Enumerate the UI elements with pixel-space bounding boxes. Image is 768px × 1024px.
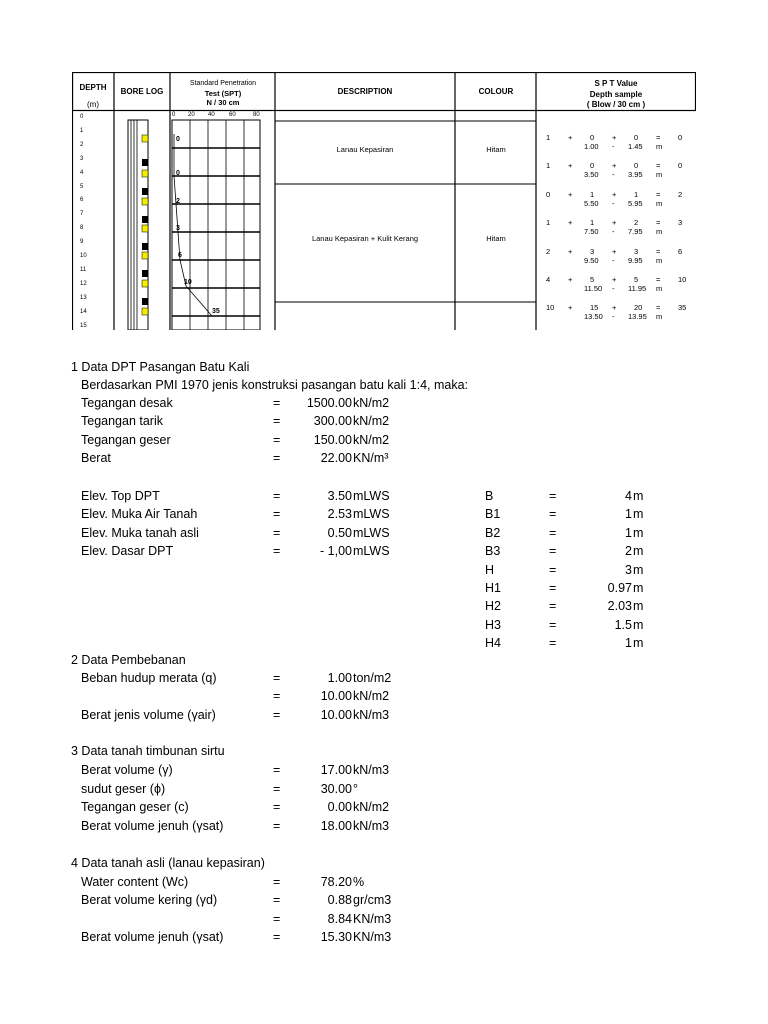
header-spt-value: S P T Value <box>594 79 638 88</box>
spt-meter: m <box>656 284 663 293</box>
row-unit: kN/m3 <box>353 818 390 833</box>
row-value: 1 <box>625 636 632 651</box>
spt-depth-to: 5.95 <box>628 198 643 208</box>
depth-tick: 1 <box>80 127 84 134</box>
spt-depth-from: 7.50 <box>584 227 599 237</box>
section-4-title: 4 Data tanah asli (lanau kepasiran) <box>71 856 265 870</box>
spt-depth-from: 1.00 <box>584 142 599 151</box>
row-value: - 1,00 <box>320 544 352 559</box>
spt-dash: - <box>612 227 615 237</box>
spt-value-row <box>546 190 696 216</box>
header-spt-line3: N / 30 cm <box>206 98 240 107</box>
spt-n-value: 10 <box>678 275 687 284</box>
spt-blow-1: 0 <box>546 189 551 199</box>
spt-equals: = <box>656 218 661 228</box>
spt-blow-1: 10 <box>546 303 555 313</box>
row-value: 17.00 <box>320 763 352 777</box>
spt-plus: + <box>612 161 617 171</box>
row-equals: = <box>273 544 281 559</box>
row-equals: = <box>273 671 281 685</box>
row-equals: = <box>549 581 557 595</box>
row-unit: m <box>633 507 644 522</box>
row-value: 2 <box>625 544 632 559</box>
row-label: Elev. Muka tanah asli <box>81 525 199 540</box>
row-label: Elev. Muka Air Tanah <box>81 507 198 522</box>
row-value: 1 <box>625 507 632 522</box>
spt-plus: + <box>568 303 573 313</box>
row-unit: kN/m3 <box>353 707 390 722</box>
spt-blow-1: 4 <box>546 275 551 284</box>
row-unit: KN/m3 <box>353 930 392 945</box>
depth-tick: 10 <box>80 253 87 259</box>
row-equals: = <box>549 489 557 503</box>
row-label: Berat jenis volume (γair) <box>81 707 216 722</box>
header-description: DESCRIPTION <box>337 87 393 96</box>
row-value: 0.97 <box>607 581 632 595</box>
row-value: 150.00 <box>313 432 352 447</box>
row-label: H2 <box>485 599 501 614</box>
spt-meter: m <box>656 227 663 237</box>
row-unit: kN/m3 <box>353 763 390 777</box>
row-label: H3 <box>485 617 501 632</box>
spt-plus: + <box>612 133 617 142</box>
section-1-title: 1 Data DPT Pasangan Batu Kali <box>71 360 250 374</box>
row-unit: m <box>633 525 644 540</box>
row-value: 1 <box>625 525 632 540</box>
scale-tick: 40 <box>208 112 215 118</box>
scale-tick: 0 <box>172 112 176 118</box>
row-label: B2 <box>485 525 501 540</box>
spt-n-label: 6 <box>178 252 182 259</box>
row-value: 1.00 <box>327 671 352 685</box>
description-1: Lanau Kepasiran <box>336 145 394 154</box>
spt-equals: = <box>656 189 661 199</box>
spt-plus: + <box>568 133 573 142</box>
spt-blow-3: 20 <box>634 303 643 313</box>
row-label: H <box>485 562 495 577</box>
row-label: H4 <box>485 636 501 651</box>
row-label: Berat volume jenuh (γsat) <box>81 930 224 945</box>
spt-value-row <box>546 247 696 273</box>
row-value: 3 <box>625 562 632 577</box>
row-label: Berat volume kering (γd) <box>81 893 218 908</box>
row-label: Tegangan tarik <box>81 414 164 429</box>
header-bore-log: BORE LOG <box>120 87 164 96</box>
depth-tick: 13 <box>80 294 87 301</box>
spt-plus: + <box>568 161 573 171</box>
row-unit: gr/cm3 <box>353 893 392 908</box>
row-equals: = <box>549 599 557 614</box>
spt-equals: = <box>656 275 661 284</box>
spt-n-label: 3 <box>176 225 180 232</box>
row-equals: = <box>273 451 281 466</box>
spt-blow-3: 0 <box>634 133 639 142</box>
row-unit: m <box>633 562 644 577</box>
row-value: 1.5 <box>614 617 632 632</box>
row-equals: = <box>273 707 281 722</box>
row-label: H1 <box>485 581 501 595</box>
row-unit: KN/m³ <box>353 451 389 466</box>
spt-blow-3: 0 <box>634 161 639 171</box>
header-depth-sample: Depth sample <box>589 90 643 99</box>
spt-meter: m <box>656 198 663 208</box>
row-value: 10.00 <box>320 689 352 704</box>
row-label: sudut geser (ϕ) <box>81 781 166 796</box>
spt-blow-1: 1 <box>546 218 551 228</box>
spt-n-label: 0 <box>176 136 180 143</box>
row-unit: kN/m2 <box>353 396 390 410</box>
spt-blow-2: 5 <box>590 275 595 284</box>
spt-dash: - <box>612 142 615 151</box>
row-equals: = <box>273 930 281 945</box>
row-unit: m <box>633 489 644 503</box>
row-value: 10.00 <box>320 707 352 722</box>
spt-n-value: 35 <box>678 303 687 313</box>
row-equals: = <box>273 781 281 796</box>
row-equals: = <box>273 396 281 410</box>
spt-depth-to: 1.45 <box>628 142 643 151</box>
spt-dash: - <box>612 170 615 180</box>
row-equals: = <box>549 617 557 632</box>
spt-plus: + <box>612 246 617 256</box>
spt-n-label: 2 <box>176 198 180 205</box>
row-equals: = <box>273 507 281 522</box>
spt-blow-1: 1 <box>546 133 551 142</box>
spt-depth-from: 13.50 <box>584 312 603 322</box>
spt-depth-to: 7.95 <box>628 227 643 237</box>
row-label: Tegangan desak <box>81 396 173 410</box>
spt-value-row <box>546 303 696 329</box>
row-unit: m <box>633 636 644 651</box>
row-label: Berat volume jenuh (γsat) <box>81 818 224 833</box>
row-value: 2.03 <box>607 599 632 614</box>
spt-value-row <box>546 161 696 187</box>
spt-blow-3: 1 <box>634 189 639 199</box>
depth-tick: 15 <box>80 322 87 329</box>
row-equals: = <box>273 414 281 429</box>
row-equals: = <box>273 875 281 889</box>
row-equals: = <box>273 763 281 777</box>
row-value: 0.00 <box>327 800 352 815</box>
section-2-title: 2 Data Pembebanan <box>71 653 186 667</box>
row-label: Water content (Wc) <box>81 875 189 889</box>
spt-n-value: 2 <box>678 189 683 199</box>
row-value: 3.50 <box>327 489 352 503</box>
spt-depth-to: 9.95 <box>628 255 643 265</box>
row-equals: = <box>273 893 281 908</box>
spt-blow-2: 15 <box>590 303 599 313</box>
row-unit: kN/m2 <box>353 800 390 815</box>
spt-dash: - <box>612 284 615 293</box>
header-depth-unit: (m) <box>87 100 99 109</box>
spt-n-label: 0 <box>176 170 180 177</box>
row-value: 300.00 <box>313 414 352 429</box>
colour-2: Hitam <box>486 234 506 243</box>
row-unit: m <box>633 544 644 559</box>
scale-tick: 60 <box>229 112 236 118</box>
spt-equals: = <box>656 246 661 256</box>
row-label: B3 <box>485 544 501 559</box>
spt-plus: + <box>568 275 573 284</box>
spt-equals: = <box>656 161 661 171</box>
row-equals: = <box>549 544 557 559</box>
row-unit: ° <box>353 781 358 796</box>
depth-tick: 14 <box>80 308 87 315</box>
depth-tick: 4 <box>80 169 84 176</box>
row-value: 1500.00 <box>306 396 352 410</box>
depth-tick: 3 <box>80 155 84 162</box>
spt-blow-2: 0 <box>590 133 595 142</box>
spt-blow-2: 0 <box>590 161 595 171</box>
depth-tick: 6 <box>80 197 84 204</box>
spt-dash: - <box>612 312 615 322</box>
spt-plus: + <box>612 218 617 228</box>
spt-n-value: 3 <box>678 218 683 228</box>
row-label: Tegangan geser <box>81 432 171 447</box>
row-value: 0.88 <box>327 893 352 908</box>
header-depth: DEPTH <box>79 83 107 92</box>
spt-n-label: 35 <box>212 308 220 315</box>
row-unit: mLWS <box>353 525 390 540</box>
spt-blow-3: 2 <box>634 218 639 228</box>
spt-depth-from: 9.50 <box>584 255 599 265</box>
colour-1: Hitam <box>486 145 506 154</box>
row-label: Berat <box>81 451 111 466</box>
depth-tick: 0 <box>80 114 84 120</box>
row-unit: ton/m2 <box>353 671 392 685</box>
spt-equals: = <box>656 303 661 313</box>
row-unit: mLWS <box>353 544 390 559</box>
row-value: 18.00 <box>320 818 352 833</box>
spt-plus: + <box>612 275 617 284</box>
section-1-intro: Berdasarkan PMI 1970 jenis konstruksi pasangan batu kali 1:4, maka: <box>81 378 469 392</box>
section-3-title: 3 Data tanah timbunan sirtu <box>71 744 225 758</box>
spt-n-value: 0 <box>678 133 683 142</box>
row-value: 8.84 <box>327 911 352 926</box>
spt-plus: + <box>568 189 573 199</box>
row-unit: KN/m3 <box>353 911 392 926</box>
spt-depth-from: 11.50 <box>584 284 603 293</box>
row-value: 2.53 <box>327 507 352 522</box>
header-spt-line2: Test (SPT) <box>204 89 242 98</box>
row-unit: mLWS <box>353 507 390 522</box>
row-unit: kN/m2 <box>353 689 390 704</box>
row-equals: = <box>273 818 281 833</box>
spt-n-value: 6 <box>678 246 683 256</box>
depth-tick: 7 <box>80 211 84 218</box>
row-unit: m <box>633 581 644 595</box>
spt-n-value: 0 <box>678 161 683 171</box>
scale-tick: 20 <box>188 112 195 118</box>
spt-dash: - <box>612 255 615 265</box>
spt-meter: m <box>656 312 663 322</box>
row-label: Berat volume (γ) <box>81 763 173 777</box>
row-label: B <box>485 489 494 503</box>
row-label: B1 <box>485 507 501 522</box>
spt-depth-to: 3.95 <box>628 170 643 180</box>
spt-depth-to: 11.95 <box>628 284 647 293</box>
depth-tick: 12 <box>80 280 87 287</box>
spt-plus: + <box>568 246 573 256</box>
row-unit: m <box>633 599 644 614</box>
description-2: Lanau Kepasiran + Kulit Kerang <box>311 234 419 243</box>
row-unit: kN/m2 <box>353 432 390 447</box>
row-unit: m <box>633 617 644 632</box>
row-equals: = <box>273 489 281 503</box>
row-value: 15.30 <box>320 930 352 945</box>
spt-equals: = <box>656 133 661 142</box>
header-spt-line1: Standard Penetration <box>189 80 257 87</box>
scale-tick: 80 <box>253 112 260 118</box>
row-equals: = <box>549 562 557 577</box>
bore-log-table <box>72 72 696 330</box>
header-colour: COLOUR <box>478 87 514 96</box>
spt-meter: m <box>656 170 663 180</box>
spt-value-row <box>546 275 696 301</box>
row-value: 0.50 <box>327 525 352 540</box>
spt-blow-1: 1 <box>546 161 551 171</box>
row-equals: = <box>549 525 557 540</box>
row-equals: = <box>273 432 281 447</box>
spt-meter: m <box>656 255 663 265</box>
row-value: 30.00 <box>320 781 352 796</box>
spt-blow-3: 5 <box>634 275 639 284</box>
row-unit: kN/m2 <box>353 414 390 429</box>
depth-tick: 5 <box>80 183 84 190</box>
row-value: 4 <box>625 489 632 503</box>
spt-blow-2: 1 <box>590 218 595 228</box>
row-value: 22.00 <box>320 451 352 466</box>
depth-tick: 2 <box>80 141 84 148</box>
spt-blow-3: 3 <box>634 246 639 256</box>
row-label: Tegangan geser (c) <box>81 800 189 815</box>
row-label: Elev. Dasar DPT <box>81 544 174 559</box>
depth-tick: 8 <box>80 225 84 232</box>
row-label: Elev. Top DPT <box>81 489 160 503</box>
spt-value-row <box>546 218 696 244</box>
spt-plus: + <box>568 218 573 228</box>
spt-depth-from: 5.50 <box>584 198 599 208</box>
depth-tick: 11 <box>80 266 87 273</box>
header-blow: ( Blow / 30 cm ) <box>586 100 646 109</box>
spt-meter: m <box>656 142 663 151</box>
spt-blow-2: 1 <box>590 189 595 199</box>
row-label: Beban hudup merata (q) <box>81 671 217 685</box>
row-value: 78.20 <box>320 875 352 889</box>
spt-plus: + <box>612 303 617 313</box>
row-unit: mLWS <box>353 489 390 503</box>
spt-n-label: 10 <box>184 279 192 286</box>
spt-plus: + <box>612 189 617 199</box>
row-equals: = <box>549 507 557 522</box>
row-equals: = <box>549 636 557 651</box>
row-equals: = <box>273 800 281 815</box>
row-equals: = <box>273 525 281 540</box>
spt-blow-1: 2 <box>546 246 551 256</box>
spt-value-row <box>546 133 696 159</box>
spt-dash: - <box>612 198 615 208</box>
depth-tick: 9 <box>80 239 84 246</box>
row-unit: % <box>353 875 365 889</box>
row-equals: = <box>273 911 281 926</box>
spt-depth-from: 3.50 <box>584 170 599 180</box>
spt-blow-2: 3 <box>590 246 595 256</box>
spt-depth-to: 13.95 <box>628 312 647 322</box>
row-equals: = <box>273 689 281 704</box>
